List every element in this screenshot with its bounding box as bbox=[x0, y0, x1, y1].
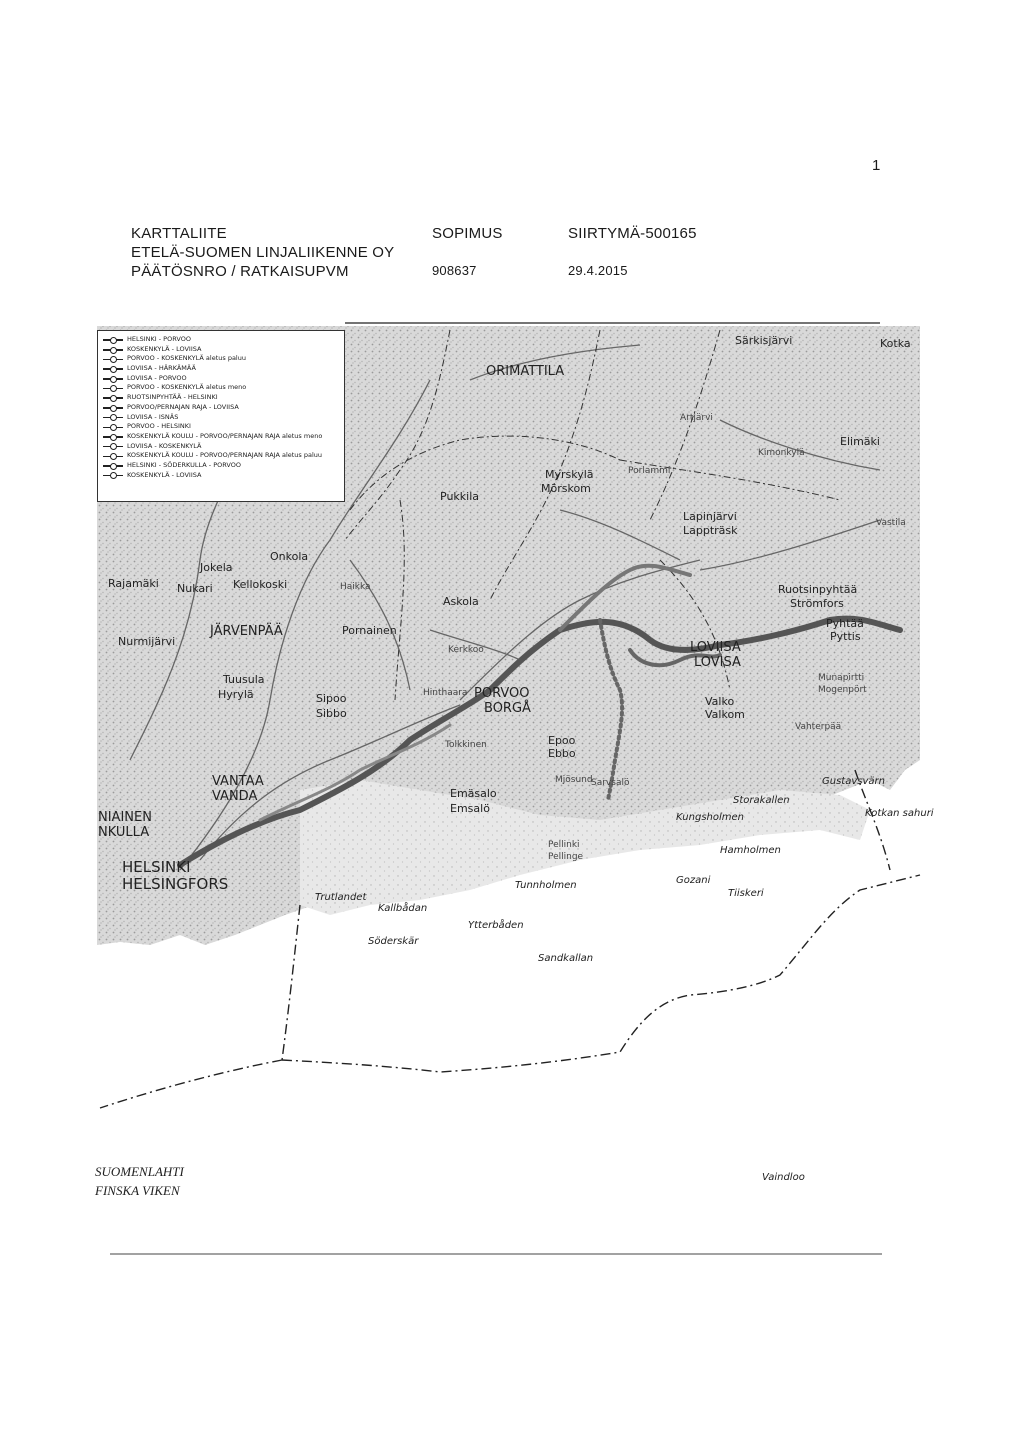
place-label: Onkola bbox=[270, 550, 309, 563]
sea-label: SUOMENLAHTI bbox=[95, 1164, 184, 1179]
place-label: Sipoo bbox=[316, 692, 347, 705]
route-symbol-icon bbox=[102, 345, 124, 354]
island-label: Kallbådan bbox=[378, 903, 428, 914]
place-label: Ebbo bbox=[548, 747, 576, 760]
place-label: Kimonkylä bbox=[758, 448, 805, 458]
place-label: Pukkila bbox=[440, 490, 480, 503]
place-label: Vastila bbox=[876, 518, 906, 528]
island-label: Ytterbåden bbox=[468, 920, 524, 931]
route-symbol-icon bbox=[102, 452, 124, 461]
place-label: Valkom bbox=[705, 708, 745, 721]
island-label: Storakallen bbox=[733, 795, 790, 806]
place-label: Mjösund bbox=[555, 775, 593, 785]
place-label: NKULLA bbox=[98, 825, 150, 840]
island-label: Trutlandet bbox=[315, 892, 367, 903]
island-label: Gozani bbox=[676, 875, 711, 886]
place-label: JÄRVENPÄÄ bbox=[210, 624, 283, 639]
legend-item: RUOTSINPYHTÄÄ - HELSINKI bbox=[102, 393, 344, 403]
place-label: Tuusula bbox=[223, 673, 265, 686]
place-label: Mogenpört bbox=[818, 685, 867, 695]
header-title-line3: PÄÄTÖSNRO / RATKAISUPVM bbox=[131, 263, 349, 280]
legend-item: PORVOO - KOSKENKYLÄ aletus paluu bbox=[102, 354, 344, 364]
legend-item: KOSKENKYLÄ KOULU - PORVOO/PERNAJAN RAJA aletus paluu bbox=[102, 451, 344, 461]
legend-item: LOVIISA - KOSKENKYLÄ bbox=[102, 442, 344, 452]
place-label: NIAINEN bbox=[98, 810, 152, 825]
legend-item: HELSINKI - SÖDERKULLA - PORVOO bbox=[102, 461, 344, 471]
header-title-line2: ETELÄ-SUOMEN LINJALIIKENNE OY bbox=[131, 244, 395, 261]
map-legend bbox=[97, 330, 345, 502]
island-label: Tiiskeri bbox=[728, 888, 764, 899]
route-symbol-icon bbox=[102, 335, 124, 344]
place-label: Kellokoski bbox=[233, 578, 288, 591]
legend-item: KOSKENKYLÄ KOULU - PORVOO/PERNAJAN RAJA aletus meno bbox=[102, 432, 344, 442]
place-label: Pellinki bbox=[548, 840, 580, 850]
place-label: HELSINGFORS bbox=[122, 875, 229, 893]
place-label: Epoo bbox=[548, 734, 576, 747]
place-label: VANDA bbox=[212, 789, 258, 804]
place-label: Nurmijärvi bbox=[118, 635, 176, 648]
route-symbol-icon bbox=[102, 442, 124, 451]
contract-label: SOPIMUS bbox=[432, 225, 503, 242]
legend-item: PORVOO - HELSINKI bbox=[102, 422, 344, 432]
island-label: Söderskär bbox=[368, 936, 419, 947]
island-label: Kungsholmen bbox=[676, 812, 744, 823]
place-label: VANTAA bbox=[212, 774, 264, 789]
place-label: Askola bbox=[443, 595, 479, 608]
place-label: Emäsalo bbox=[450, 787, 497, 800]
legend-item: LOVIISA - ISNÄS bbox=[102, 413, 344, 423]
place-label: Emsalö bbox=[450, 802, 490, 815]
route-symbol-icon bbox=[102, 374, 124, 383]
place-label: HELSINKI bbox=[122, 858, 191, 876]
legend-item: PORVOO/PERNAJAN RAJA - LOVIISA bbox=[102, 403, 344, 413]
place-label: Valko bbox=[705, 695, 735, 708]
place-label: Vahterpää bbox=[795, 722, 842, 732]
island-label: Vaindloo bbox=[762, 1172, 805, 1183]
header-title-line1: KARTTALIITE bbox=[131, 225, 227, 242]
legend-item: PORVOO - KOSKENKYLÄ aletus meno bbox=[102, 383, 344, 393]
route-symbol-icon bbox=[102, 403, 124, 412]
legend-item: LOVIISA - PORVOO bbox=[102, 374, 344, 384]
place-label: Pyttis bbox=[830, 630, 861, 643]
island-label: Hamholmen bbox=[720, 845, 781, 856]
place-label: LOVIISA bbox=[690, 640, 741, 655]
place-label: Kotka bbox=[880, 337, 911, 350]
place-label: ORIMATTILA bbox=[486, 364, 565, 379]
place-label: Tolkkinen bbox=[445, 740, 487, 750]
place-label: LOVISA bbox=[694, 655, 741, 670]
place-label: Mörskom bbox=[541, 482, 591, 495]
place-label: Lapinjärvi bbox=[683, 510, 737, 523]
place-label: Haikka bbox=[340, 582, 371, 592]
place-label: Pellinge bbox=[548, 852, 584, 862]
place-label: Ruotsinpyhtää bbox=[778, 583, 858, 596]
legend-item: KOSKENKYLÄ - LOVIISA bbox=[102, 345, 344, 355]
place-label: BORGÅ bbox=[484, 701, 531, 716]
place-label: Lappträsk bbox=[683, 524, 738, 537]
place-label: Pyhtää bbox=[826, 617, 864, 630]
transition-label: SIIRTYMÄ-500165 bbox=[568, 225, 697, 242]
place-label: Hinthaara bbox=[423, 688, 468, 698]
place-label: Nukari bbox=[177, 582, 213, 595]
route-symbol-icon bbox=[102, 393, 124, 402]
place-label: Elimäki bbox=[840, 435, 880, 448]
place-label: Strömfors bbox=[790, 597, 844, 610]
place-label: Särkisjärvi bbox=[735, 334, 793, 347]
island-label: Sandkallan bbox=[538, 953, 594, 964]
place-label: Hyrylä bbox=[218, 688, 254, 701]
legend-item: HELSINKI - PORVOO bbox=[102, 335, 344, 345]
sea-label: FINSKA VIKEN bbox=[95, 1183, 180, 1198]
island-label: Tunnholmen bbox=[515, 880, 577, 891]
route-symbol-icon bbox=[102, 413, 124, 422]
island-label: Kotkan sahuri bbox=[865, 808, 934, 819]
place-label: Pornainen bbox=[342, 624, 397, 637]
decision-date: 29.4.2015 bbox=[568, 263, 628, 278]
legend-item: LOVIISA - HÄRKÄMÄÄ bbox=[102, 364, 344, 374]
place-label: Sarvsalö bbox=[591, 778, 630, 788]
place-label: Porlammi bbox=[628, 466, 671, 476]
place-label: PORVOO bbox=[474, 686, 530, 701]
page-number: 1 bbox=[872, 157, 881, 174]
island-label: Gustavsvärn bbox=[822, 776, 885, 787]
place-label: Artjärvi bbox=[680, 413, 713, 423]
place-label: Myrskylä bbox=[545, 468, 594, 481]
route-symbol-icon bbox=[102, 432, 124, 441]
place-label: Kerkkoo bbox=[448, 645, 484, 655]
place-label: Sibbo bbox=[316, 707, 347, 720]
route-symbol-icon bbox=[102, 423, 124, 432]
route-symbol-icon bbox=[102, 355, 124, 364]
route-symbol-icon bbox=[102, 364, 124, 373]
route-symbol-icon bbox=[102, 471, 124, 480]
place-label: Jokela bbox=[200, 561, 233, 574]
contract-number: 908637 bbox=[432, 263, 477, 278]
route-symbol-icon bbox=[102, 384, 124, 393]
legend-item: KOSKENKYLÄ - LOVIISA bbox=[102, 471, 344, 481]
place-label: Munapirtti bbox=[818, 673, 865, 683]
place-label: Rajamäki bbox=[108, 577, 159, 590]
route-symbol-icon bbox=[102, 461, 124, 470]
